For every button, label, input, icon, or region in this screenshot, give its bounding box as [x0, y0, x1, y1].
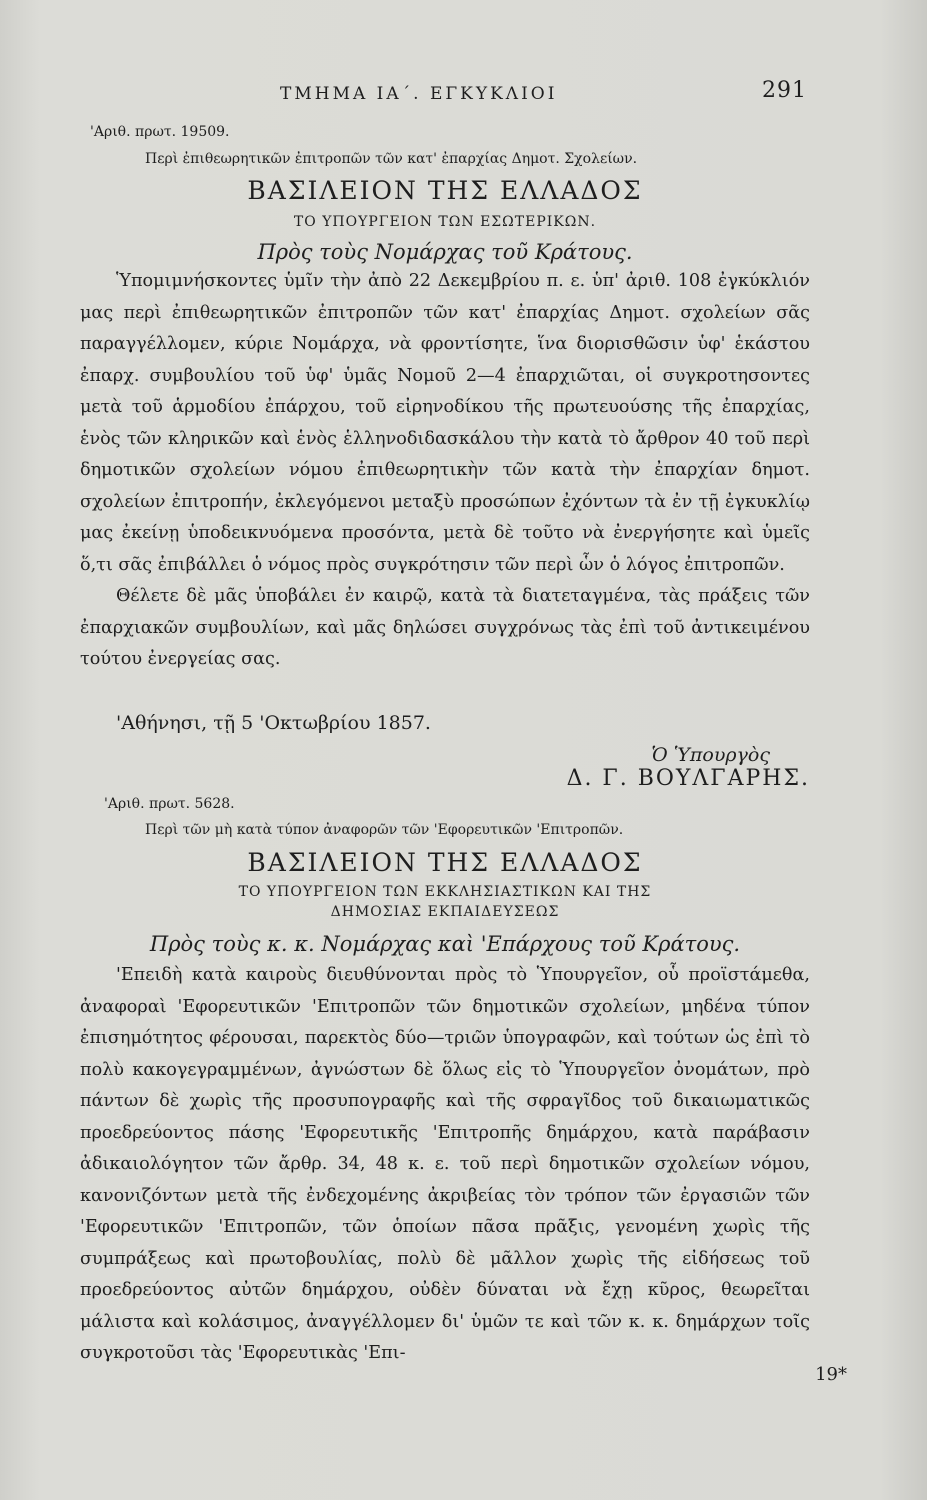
doc2-kingdom-heading: ΒΑΣΙΛΕΙΟΝ ΤΗΣ ΕΛΛΑΔΟΣ: [247, 848, 643, 877]
page-number: 291: [762, 78, 807, 103]
doc2-subject: Περὶ τῶν μὴ κατὰ τύπον ἀναφορῶν τῶν 'Εφορευτικῶν 'Επιτροπῶν.: [145, 822, 624, 838]
doc2-address: Πρὸς τοὺς κ. κ. Νομάρχας καὶ 'Επάρχους τοῦ Κράτους.: [149, 932, 741, 956]
doc1-signature-name: Δ. Γ. ΒΟΥΛΓΑΡΗΣ.: [566, 766, 810, 791]
doc1-address: Πρὸς τοὺς Νομάρχας τοῦ Κράτους.: [257, 240, 633, 264]
doc1-ministry-heading: ΤΟ ΥΠΟΥΡΓΕΙΟΝ ΤΩΝ ΕΣΩΤΕΡΙΚΩΝ.: [293, 214, 597, 230]
doc1-subject: Περὶ ἐπιθεωρητικῶν ἐπιτροπῶν τῶν κατ' ἐπαρχίας Δημοτ. Σχολείων.: [145, 151, 638, 167]
doc1-signature-role: Ὁ Ὑπουργὸς: [651, 744, 770, 766]
doc1-protocol: 'Αριθ. πρωτ. 19509.: [90, 124, 230, 140]
running-title: ΤΜΗΜΑ ΙΑ΄. ΕΓΚΥΚΛΙΟΙ: [280, 84, 558, 104]
doc2-ministry-heading-line1: ΤΟ ΥΠΟΥΡΓΕΙΟΝ ΤΩΝ ΕΚΚΛΗΣΙΑΣΤΙΚΩΝ ΚΑΙ ΤΗΣ: [238, 884, 652, 900]
doc1-paragraph-2: Θέλετε δὲ μᾶς ὑποβάλει ἐν καιρῷ, κατὰ τὰ διατεταγμένα, τὰς πράξεις τῶν ἐπαρχιακῶν συμβουλίων, καὶ μᾶς δηλώσει συγχρόνως τὰς ἐπὶ τοῦ ἀντικειμένου τούτου ἐνεργείας σας.: [80, 586, 810, 669]
running-header: [280, 78, 807, 104]
doc2-paragraph: 'Επειδὴ κατὰ καιροὺς διευθύνονται πρὸς τὸ Ὑπουργεῖον, οὗ προϊστάμεθα, ἀναφοραὶ 'Εφορευτικῶν 'Επιτροπῶν τῶν δημοτικῶν σχολείων, μηδένα τύπον ἐπισημότητος φέρουσαι, παρεκτὸς δύο—τριῶν ὑπογραφῶν, καὶ τούτων ὡς ἐπὶ τὸ πολὺ κακογεγραμμένων, ἀγνώστων δὲ ὅλως εἰς τὸ Ὑπουργεῖον ὀνομάτων, πρὸ πάντων δὲ χωρὶς τῆς προσυπογραφῆς καὶ τῆς σφραγῖδος τοῦ δικαιωματικῶς προεδρεύοντος πάσης 'Εφορευτικῆς 'Επιτροπῆς δημάρχου, κατὰ παράβασιν ἀδικαιολόγητον τῶν ἄρθρ. 34, 48 κ. ε. τοῦ περὶ δημοτικῶν σχολείων νόμου, κανονιζόντων μετὰ τῆς ἐνδεχομένης ἀκριβείας τὸν τρόπον τῶν ἐργασιῶν τῶν 'Εφορευτικῶν 'Επιτροπῶν, τῶν ὁποίων πᾶσα πρᾶξις, γενομένη χωρὶς τῆς συμπράξεως καὶ πρωτοβουλίας, πολὺ δὲ μᾶλλον χωρὶς τῆς εἰδήσεως τοῦ προεδρεύοντος αὐτῶν δημάρχου, οὐδὲν δύναται νὰ ἔχῃ κῦρος, θεωρεῖται μάλιστα καὶ κολάσιμος, ἀναγγέλλομεν δι' ὑμῶν τε καὶ τῶν κ. κ. δημάρχων τοῖς συγκροτοῦσι τὰς 'Εφορευτικὰς 'Επι-: [80, 965, 810, 1363]
doc1-body: [80, 266, 810, 676]
sheet-signature-mark: 19*: [815, 1364, 847, 1385]
doc2-body: [80, 960, 810, 1370]
doc2-protocol: 'Αριθ. πρωτ. 5628.: [104, 796, 235, 812]
doc1-paragraph-1: Ὑπομιμνήσκοντες ὑμῖν τὴν ἀπὸ 22 Δεκεμβρίου π. ε. ὑπ' ἀριθ. 108 ἐγκύκλιόν μας περὶ ἐπιθεωρητικῶν ἐπιτροπῶν τῶν κατ' ἐπαρχίας Δημοτ. σχολείων σᾶς παραγγέλλομεν, κύριε Νομάρχα, νὰ φροντίσητε, ἵνα διορισθῶσιν ὑφ' ἑκάστου ἐπαρχ. συμβουλίου τοῦ ὑφ' ὑμᾶς Νομοῦ 2—4 ἐπαρχιῶται, οἱ συγκροτησοντες μετὰ τοῦ ἁρμοδίου ἐπάρχου, τοῦ εἰρηνοδίκου τῆς πρωτευούσης τῆς ἐπαρχίας, ἑνὸς τῶν κληρικῶν καὶ ἑνὸς ἑλληνοδιδασκάλου τὴν κατὰ τὸ ἄρθρον 40 τοῦ περὶ δημοτικῶν σχολείων νόμου ἐπιθεωρητικὴν τῶν κατὰ τὴν ἐπαρχίαν δημοτ. σχολείων ἐπιτροπήν, ἐκλεγόμενοι μεταξὺ προσώπων ἐχόντων τὰ ἐν τῇ ἐγκυκλίῳ μας ἐκείνῃ ὑποδεικνυόμενα προσόντα, μετὰ δὲ τοῦτο νὰ ἐνεργήσητε καὶ ὑμεῖς ὅ,τι σᾶς ἐπιβάλλει ὁ νόμος πρὸς συγκρότησιν τῶν περὶ ὧν ὁ λόγος ἐπιτροπῶν.: [80, 271, 810, 575]
doc1-date: 'Αθήνησι, τῇ 5 'Οκτωβρίου 1857.: [116, 712, 431, 734]
doc1-kingdom-heading: ΒΑΣΙΛΕΙΟΝ ΤΗΣ ΕΛΛΑΔΟΣ: [247, 176, 643, 205]
doc2-ministry-heading-line2: ΔΗΜΟΣΙΑΣ ΕΚΠΑΙΔΕΥΣΕΩΣ: [330, 904, 560, 920]
